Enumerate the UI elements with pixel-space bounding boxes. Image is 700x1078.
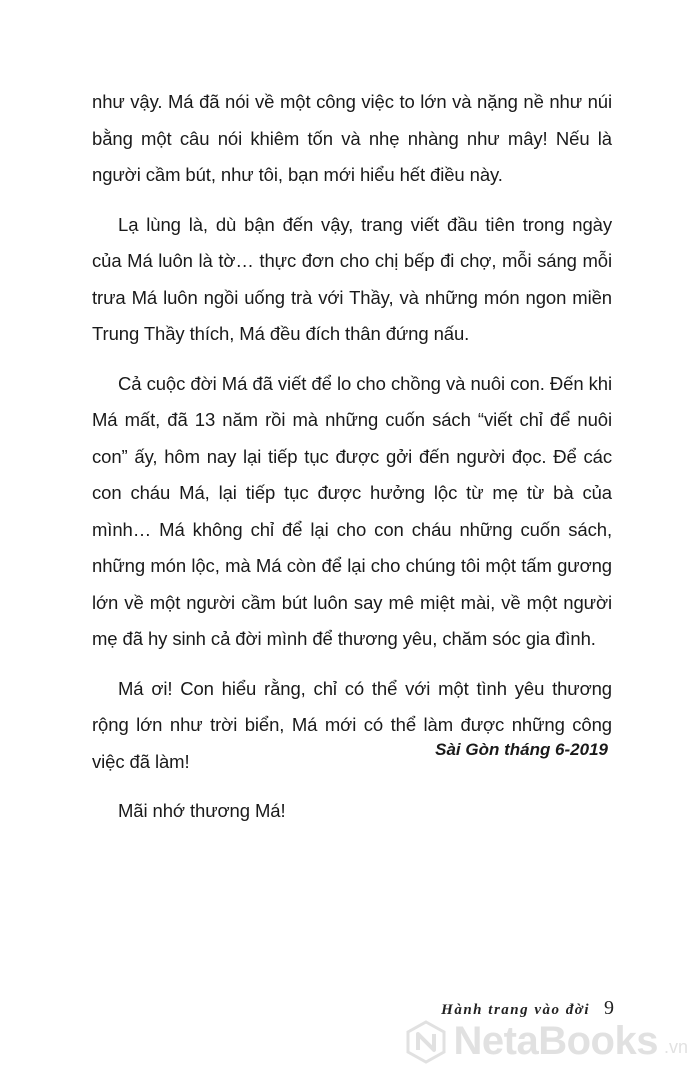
paragraph-1: như vậy. Má đã nói về một công việc to lớn và nặng nề như núi bằng một câu nói khiêm tốn và nhẹ nhàng như mây! Nếu là người cầm bút, như tôi, bạn mới hiểu hết điều này. — [92, 91, 612, 185]
page-footer — [441, 997, 614, 1020]
body-text — [92, 84, 612, 843]
netabooks-logo-icon — [404, 1020, 448, 1064]
paragraph-5: Mãi nhớ thương Má! — [118, 800, 286, 821]
watermark-brand: NetaBooks — [453, 1019, 658, 1063]
signature-date: Sài Gòn tháng 6-2019 — [435, 740, 608, 759]
paragraph-2: Lạ lùng là, dù bận đến vậy, trang viết đầu tiên trong ngày của Má luôn là tờ… thực đơn cho chị bếp đi chợ, mỗi sáng mỗi trưa Má luôn ngồi uống trà với Thầy, và những món ngon miền Trung Thầy thích, Má đều đích thân đứng nấu. — [92, 213, 612, 344]
watermark-suffix: .vn — [663, 1037, 688, 1057]
page-number: 9 — [604, 997, 614, 1019]
watermark — [404, 1019, 688, 1064]
running-title: Hành trang vào đời — [441, 1002, 590, 1018]
paragraph-3: Cả cuộc đời Má đã viết để lo cho chồng và nuôi con. Đến khi Má mất, đã 13 năm rồi mà những cuốn sách “viết chỉ để nuôi con” ấy, hôm nay lại tiếp tục được gởi đến người đọc. Để các con cháu Má, lại tiếp tục được hưởng lộc từ mẹ từ bà của mình… Má không chỉ để lại cho con cháu những cuốn sách, những món lộc, mà Má còn để lại cho chúng tôi một tấm gương lớn về một người cầm bút luôn say mê miệt mài, về một người mẹ đã hy sinh cả đời mình để thương yêu, chăm sóc gia đình. — [92, 372, 612, 649]
paragraph-4: Má ơi! Con hiểu rằng, chỉ có thể với một tình yêu thương rộng lớn như trời biển, Má mới có thể làm được những công việc đã làm! — [92, 677, 612, 772]
